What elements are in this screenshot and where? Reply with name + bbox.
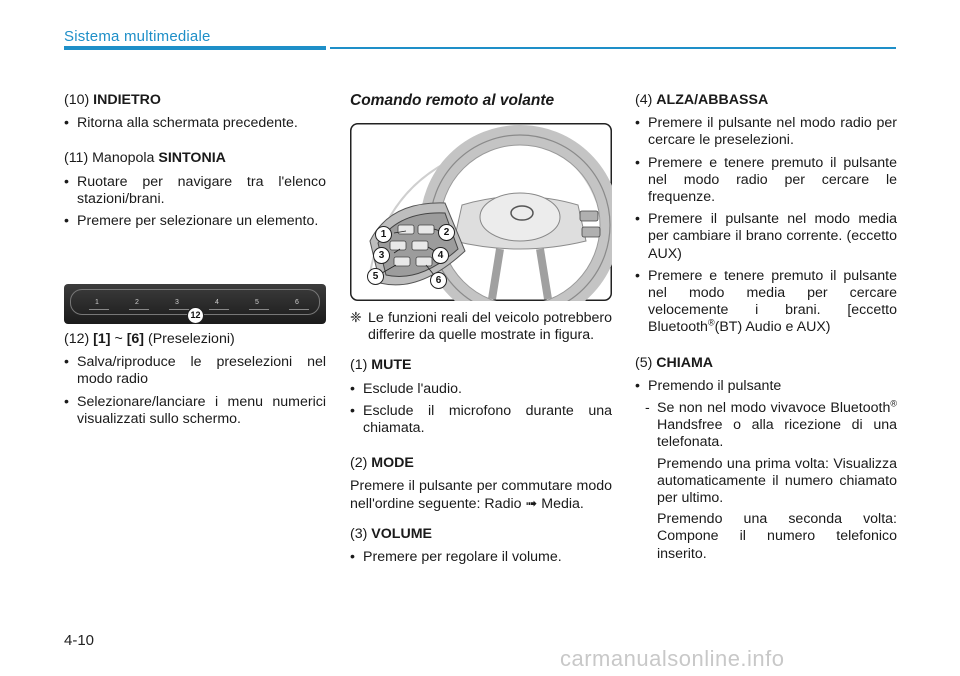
callout-badge-12: 12 bbox=[187, 307, 204, 324]
list-item: • Ritorna alla schermata precedente. bbox=[64, 115, 326, 132]
preset-divider bbox=[289, 309, 309, 310]
item-11-prefix: (11) Manopola bbox=[64, 150, 159, 167]
item-2-number: (2) bbox=[350, 455, 372, 472]
note bbox=[350, 310, 612, 344]
item-10-heading bbox=[64, 92, 326, 109]
item-5-heading bbox=[635, 355, 897, 372]
preset-divider bbox=[169, 309, 189, 310]
item-11-title: SINTONIA bbox=[158, 150, 226, 167]
list-item: • Salva/riproduce le preselezioni nel modo radio bbox=[64, 354, 326, 388]
list-item: • Esclude il microfono durante una chiamata. bbox=[350, 403, 612, 437]
item-11-heading bbox=[64, 150, 326, 167]
watermark: carmanualsonline.info bbox=[560, 646, 785, 671]
item-2-title: MODE bbox=[371, 455, 414, 472]
column-right bbox=[635, 92, 897, 563]
list-item: • Premere per selezionare un elemento. bbox=[64, 213, 326, 230]
item-12-tilde: ~ bbox=[110, 331, 127, 347]
item-4-list bbox=[635, 115, 897, 336]
page-number: 4-10 bbox=[64, 632, 95, 649]
note-icon: ❈ bbox=[350, 310, 362, 326]
registered-mark: ® bbox=[890, 398, 897, 409]
preset-divider bbox=[249, 309, 269, 310]
list-item: • Premere per regolare il volume. bbox=[350, 549, 612, 566]
item-12-first: [1] bbox=[93, 331, 111, 347]
dash-text-b: Handsfree o alla ricezione di una telefonata. bbox=[657, 417, 897, 451]
item-1-list bbox=[350, 381, 612, 438]
header-title: Sistema multimediale bbox=[64, 28, 211, 45]
preset-divider bbox=[89, 309, 109, 310]
column-left-lower bbox=[64, 331, 326, 433]
column-left bbox=[64, 92, 326, 235]
item-3-heading bbox=[350, 526, 612, 543]
item-12-last: [6] bbox=[126, 331, 145, 347]
preset-button-label: 3 bbox=[175, 299, 179, 306]
preset-divider bbox=[129, 309, 149, 310]
item-5-list bbox=[635, 378, 897, 395]
item-3-list bbox=[350, 549, 612, 566]
list-item: • Selezionare/lanciare i menu numerici visualizzati sullo schermo. bbox=[64, 394, 326, 428]
callout-badge-4: 4 bbox=[432, 247, 449, 264]
callout-badge-1: 1 bbox=[375, 226, 392, 243]
item-12-rest: (Preselezioni) bbox=[144, 331, 235, 347]
list-item: • Premere il pulsante nel modo media per cambiare il brano corrente. (eccetto AUX) bbox=[635, 211, 897, 263]
steering-wheel-figure bbox=[350, 123, 612, 301]
header-rule-thin bbox=[330, 47, 896, 49]
item-12-number: (12) bbox=[64, 331, 94, 347]
list-item: • Premere e tenere premuto il pulsante nel modo radio per cercare le frequenze. bbox=[635, 155, 897, 207]
item-12-heading bbox=[64, 331, 326, 348]
list-item bbox=[635, 268, 897, 337]
item-1-heading bbox=[350, 357, 612, 374]
preset-panel-image bbox=[64, 284, 326, 324]
item-4-last-b: (BT) Audio e AUX) bbox=[714, 319, 831, 336]
preset-divider bbox=[209, 309, 229, 310]
item-3-number: (3) bbox=[350, 525, 372, 542]
item-11-list bbox=[64, 174, 326, 231]
item-5-dash bbox=[635, 400, 897, 452]
item-5-second-press: Premendo una seconda volta: Compone il numero telefonico inserito. bbox=[657, 511, 897, 562]
registered-mark: ® bbox=[707, 317, 715, 328]
dash-mark: - bbox=[645, 400, 650, 417]
section-title: Comando remoto al volante bbox=[350, 92, 555, 109]
item-4-title: ALZA/ABBASSA bbox=[656, 92, 769, 108]
list-item: • Premere il pulsante nel modo radio per cercare le preselezioni. bbox=[635, 115, 897, 149]
item-2-heading bbox=[350, 455, 612, 472]
item-10-list bbox=[64, 115, 326, 132]
column-middle-lower bbox=[350, 310, 612, 571]
item-5-first-press: Premendo una prima volta: Visualizza automaticamente il numero chiamato per ultimo. bbox=[657, 455, 897, 507]
list-item: • Premendo il pulsante bbox=[635, 378, 897, 395]
item-2-text: Premere il pulsante per commutare modo nell'ordine seguente: Radio ➟ Media. bbox=[350, 478, 612, 512]
header-rule-thick bbox=[64, 46, 326, 50]
preset-button-label: 6 bbox=[295, 299, 299, 306]
item-1-title: MUTE bbox=[371, 357, 412, 374]
item-4-last-a: Premere e tenere premuto il pulsante nel modo media per cercare velocemente i brani. [eccetto Bluetooth bbox=[648, 267, 897, 336]
item-4-heading bbox=[635, 92, 897, 109]
preset-button-label: 5 bbox=[255, 299, 259, 306]
callout-badge-6: 6 bbox=[430, 272, 447, 289]
preset-button-label: 2 bbox=[135, 299, 139, 306]
preset-button-label: 4 bbox=[215, 299, 219, 306]
callout-badge-3: 3 bbox=[373, 247, 390, 264]
item-3-title: VOLUME bbox=[371, 525, 432, 542]
preset-button-label: 1 bbox=[95, 299, 99, 306]
dash-text-a: Se non nel modo vivavoce Bluetooth bbox=[657, 400, 891, 417]
item-10-number: (10) bbox=[64, 92, 94, 108]
item-5-title: CHIAMA bbox=[656, 354, 714, 371]
item-10-title: INDIETRO bbox=[93, 92, 161, 108]
list-item: • Esclude l'audio. bbox=[350, 381, 612, 398]
callout-badge-2: 2 bbox=[438, 224, 455, 241]
item-4-number: (4) bbox=[635, 92, 657, 108]
column-middle bbox=[350, 92, 612, 121]
list-item: • Ruotare per navigare tra l'elenco stazioni/brani. bbox=[64, 174, 326, 208]
note-text: Le funzioni reali del veicolo potrebbero differire da quelle mostrate in figura. bbox=[368, 310, 612, 344]
item-5-number: (5) bbox=[635, 354, 657, 371]
callout-badge-5: 5 bbox=[367, 268, 384, 285]
item-12-list bbox=[64, 354, 326, 428]
item-1-number: (1) bbox=[350, 357, 372, 374]
